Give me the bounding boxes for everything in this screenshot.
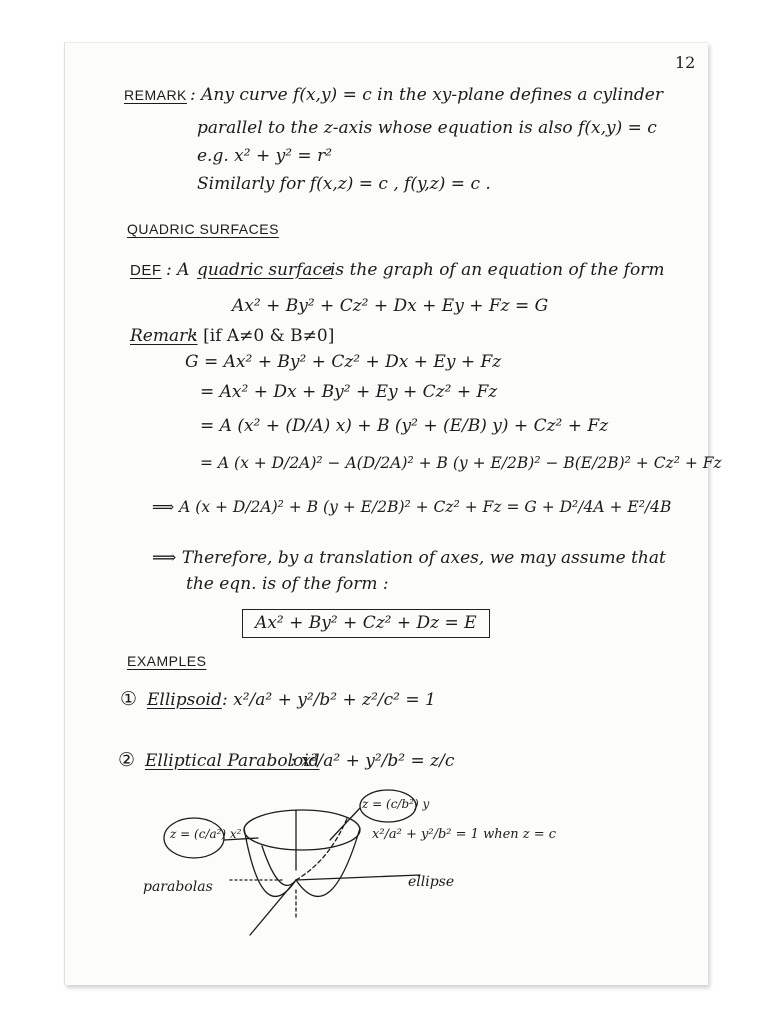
def-text-b: is the graph of an equation of the form (330, 260, 665, 280)
example-2-name: Elliptical Paraboloid (145, 751, 320, 771)
remark-line-4: Similarly for f(x,z) = c , f(y,z) = c . (197, 174, 491, 194)
conclusion-line-1: ⟹ Therefore, by a translation of axes, we may assume that (152, 548, 666, 568)
remark2-label: Remark (130, 326, 198, 346)
def-equation: Ax² + By² + Cz² + Dx + Ey + Fz = G (232, 296, 549, 316)
remark-line-2: parallel to the z-axis whose equation is also f(x,y) = c (197, 118, 657, 138)
derivation-line-4: = A (x + D/2A)² − A(D/2A)² + B (y + E/2B)² − B(E/2B)² + Cz² + Fz (200, 454, 722, 472)
remark2-condition: : [if A≠0 & B≠0] (192, 326, 335, 346)
sketch-label-right: x²/a² + y²/b² = 1 when z = c (372, 827, 557, 842)
remark-line-3: e.g. x² + y² = r² (197, 146, 333, 166)
sketch-label-parabolas: parabolas (143, 879, 213, 895)
derivation-implies: ⟹ A (x + D/2A)² + B (y + E/2B)² + Cz² + Fz = G + D²/4A + E²/4B (152, 498, 672, 516)
example-1-name: Ellipsoid (147, 690, 222, 710)
sketch-label-top: z = (c/b²) y (362, 797, 430, 811)
derivation-line-3: = A (x² + (D/A) x) + B (y² + (E/B) y) + Cz² + Fz (200, 416, 609, 436)
sketch-label-left: z = (c/a²) x² (170, 827, 242, 841)
top-ellipse (244, 810, 360, 850)
outer-parabola (244, 828, 360, 896)
def-text-a: : A (166, 260, 190, 280)
conclusion-line-2: the eqn. is of the form : (186, 574, 389, 594)
page-number: 12 (675, 53, 696, 72)
derivation-line-1: G = Ax² + By² + Cz² + Dx + Ey + Fz (185, 352, 502, 372)
y-axis (296, 875, 420, 880)
inner-parabola-right (296, 816, 348, 880)
def-term: quadric surface (197, 260, 333, 280)
example-1-equation: : x²/a² + y²/b² + z²/c² = 1 (222, 690, 436, 710)
example-1-number: ① (120, 688, 138, 710)
section-title: QUADRIC SURFACES (127, 221, 279, 237)
example-2-equation: : x²/a² + y²/b² = z/c (290, 751, 455, 771)
example-2-number: ② (118, 749, 136, 771)
remark-line-1: : Any curve f(x,y) = c in the xy-plane defines a cylinder (190, 85, 663, 105)
boxed-equation: Ax² + By² + Cz² + Dz = E (242, 609, 490, 638)
derivation-line-2: = Ax² + Dx + By² + Ey + Cz² + Fz (200, 382, 498, 402)
examples-title: EXAMPLES (127, 653, 207, 669)
def-label: DEF (130, 262, 162, 279)
sketch-label-ellipse: ellipse (408, 874, 455, 890)
remark-label: REMARK (124, 87, 187, 103)
